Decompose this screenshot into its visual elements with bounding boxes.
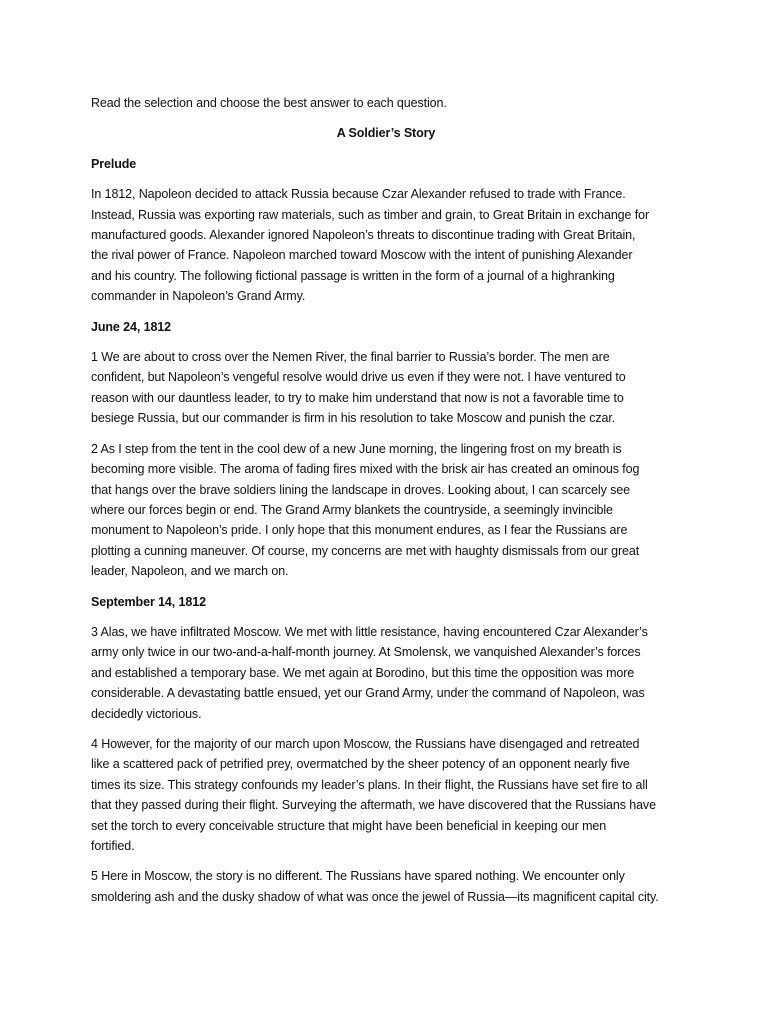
- prelude-paragraph: [91, 184, 681, 306]
- text-line: plotting a cunning maneuver. Of course, my concerns are met with haughty dismissals from our great: [91, 543, 640, 558]
- text-line: army only twice in our two-and-a-half-month journey. At Smolensk, we vanquished Alexander’s forces: [91, 645, 641, 660]
- text-line: manufactured goods. Alexander ignored Napoleon’s threats to discontinue trading with Great Britain,: [91, 228, 636, 243]
- text-line: set the torch to every conceivable structure that might have been beneficial in keeping our men: [91, 818, 607, 833]
- text-line: besiege Russia, but our commander is firm in his resolution to take Moscow and punish the czar.: [91, 411, 616, 426]
- text-line: that they passed during their flight. Surveying the aftermath, we have discovered that the Russians have: [91, 798, 656, 813]
- text-line: reason with our dauntless leader, to try to make him understand that now is not a favorable time to: [91, 390, 624, 405]
- text-line: and his country. The following fictional passage is written in the form of a journal of a highranking: [91, 268, 615, 283]
- text-line: times its size. This strategy confounds my leader’s plans. In their flight, the Russians have set fire to all: [91, 777, 648, 792]
- text-line: considerable. A devastating battle ensued, yet our Grand Army, under the command of Napoleon, was: [91, 686, 645, 701]
- journal-date-september: September 14, 1812: [91, 594, 206, 609]
- text-line: confident, but Napoleon’s vengeful resolve would drive us even if they were not. I have ventured to: [91, 370, 626, 385]
- text-line: In 1812, Napoleon decided to attack Russia because Czar Alexander refused to trade with France.: [91, 187, 626, 202]
- text-line: commander in Napoleon’s Grand Army.: [91, 289, 306, 304]
- text-line: decidedly victorious.: [91, 706, 202, 721]
- text-line: 4 However, for the majority of our march upon Moscow, the Russians have disengaged and retreated: [91, 736, 640, 751]
- paragraph-3: [91, 622, 681, 724]
- paragraph-5: [91, 866, 681, 907]
- text-line: like a scattered pack of petrified prey, overmatched by the sheer potency of an opponent nearly five: [91, 757, 630, 772]
- paragraph-4: [91, 734, 681, 856]
- journal-date-june: June 24, 1812: [91, 319, 172, 334]
- text-line: 2 As I step from the tent in the cool dew of a new June morning, the lingering frost on my breath is: [91, 441, 622, 456]
- instructions: Read the selection and choose the best answer to each question.: [91, 96, 447, 110]
- document-title: A Soldier’s Story: [336, 126, 436, 141]
- text-line: smoldering ash and the dusky shadow of what was once the jewel of Russia—its magnificent capital city.: [91, 889, 659, 904]
- text-line: where our forces begin or end. The Grand Army blankets the countryside, a seemingly invincible: [91, 502, 613, 517]
- text-line: the rival power of France. Napoleon marched toward Moscow with the intent of punishing Alexander: [91, 248, 633, 263]
- text-line: monument to Napoleon’s pride. I only hope that this monument endures, as I fear the Russians are: [91, 523, 628, 538]
- text-line: leader, Napoleon, and we march on.: [91, 564, 289, 579]
- paragraph-2: [91, 439, 681, 582]
- document-page: [91, 93, 681, 917]
- text-line: that hangs over the brave soldiers lining the landscape in droves. Looking about, I can scarcely see: [91, 482, 630, 497]
- text-line: fortified.: [91, 839, 135, 853]
- prelude-heading: Prelude: [91, 156, 137, 171]
- text-line: 3 Alas, we have infiltrated Moscow. We met with little resistance, having encountered Czar Alexander’s: [91, 624, 648, 639]
- text-line: 1 We are about to cross over the Nemen River, the final barrier to Russia’s border. The men are: [91, 350, 610, 365]
- paragraph-1: [91, 347, 681, 429]
- text-line: 5 Here in Moscow, the story is no different. The Russians have spared nothing. We encounter only: [91, 869, 625, 884]
- text-line: Instead, Russia was exporting raw materials, such as timber and grain, to Great Britain in exchange for: [91, 207, 650, 222]
- text-line: becoming more visible. The aroma of fading fires mixed with the brisk air has created an ominous fog: [91, 462, 640, 477]
- text-line: and established a temporary base. We met again at Borodino, but this time the opposition was more: [91, 665, 635, 680]
